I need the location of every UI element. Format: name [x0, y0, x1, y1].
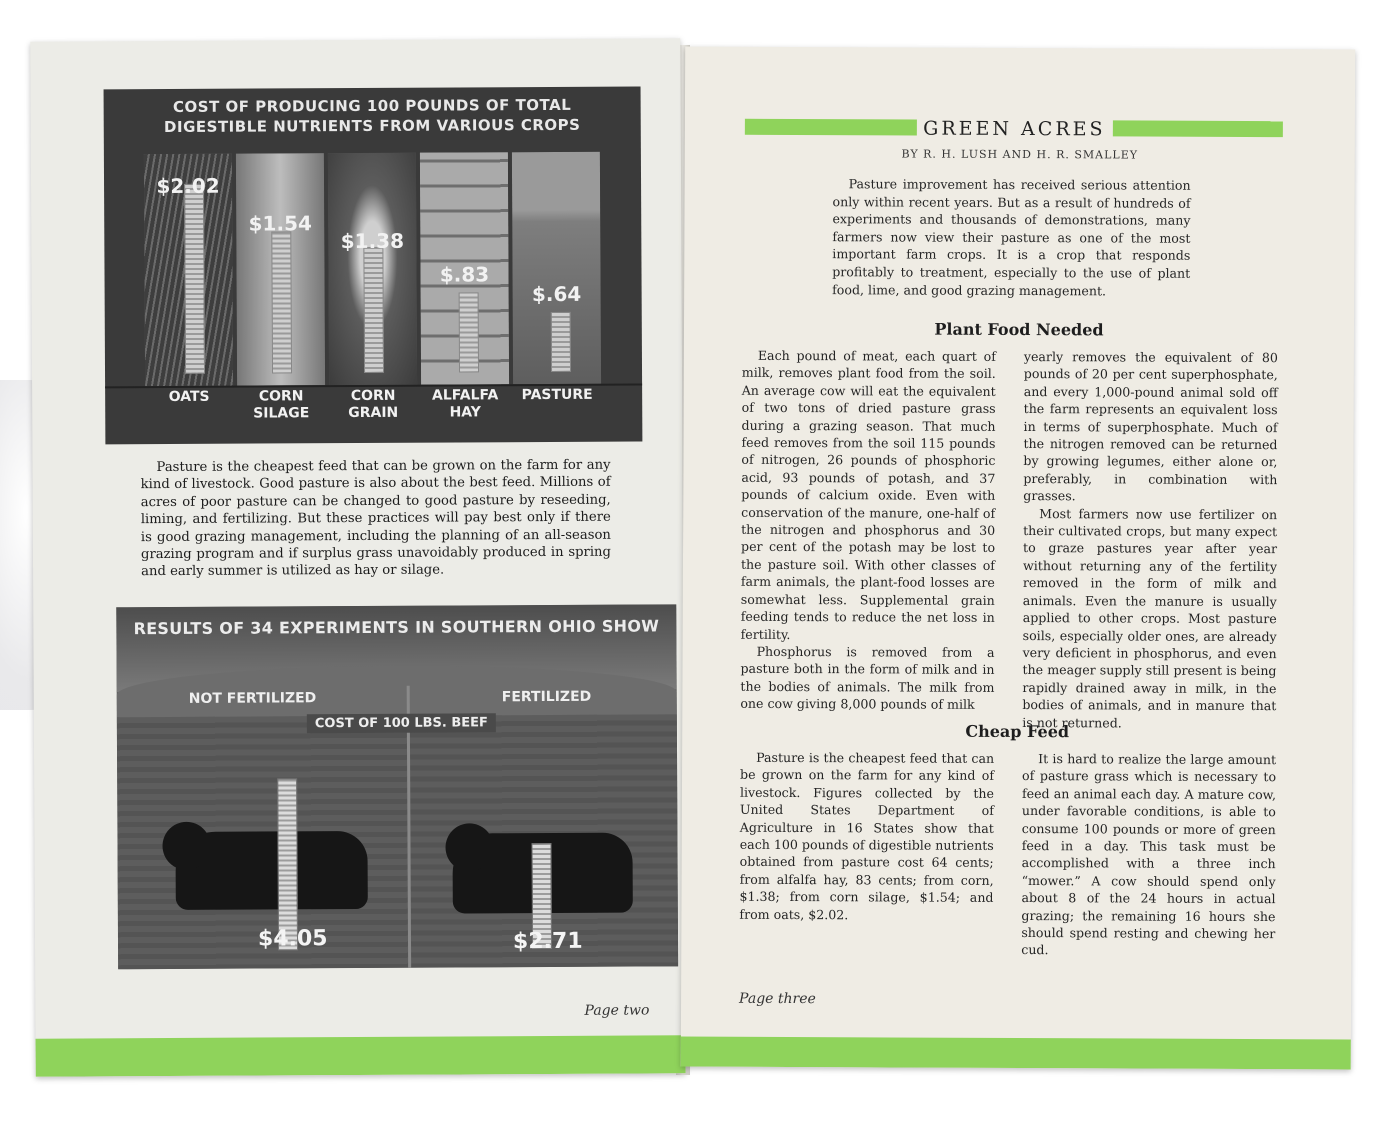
- chart2-title: RESULTS OF 34 EXPERIMENTS IN SOUTHERN OHIO SHOW: [133, 616, 660, 639]
- section1-column1: Each pound of meat, each quart of milk, removes plant food from the soil. An average cow will eat the equivalent of two tons of dried pasture grass during a grazing season. That much feed removes from the soil 115 pounds of nitrogen, 26 pounds of phosphoric acid, 93 pounds of potash, and 37 pounds of calcium oxide. Even with conservation of the manure, one-half of the nitrogen and phosphorus and 30 per cent of the potash may be lost to the pasture soil. With other classes of farm animals, the plant-food losses are somewhat less. Supplemental grain feeding tends to reduce the net loss in fertility. Phosphorus is removed from a pasture both in the form of milk and in the bodies of animals. The milk from one cow giving 8,000 pounds of milk: [740, 347, 996, 712]
- panel-alfalfa-hay: [420, 152, 509, 384]
- title-bar-right: [1113, 120, 1283, 137]
- category-alfalfa-hay: ALFALFA HAY: [431, 387, 499, 421]
- crop-cost-chart: [104, 87, 643, 445]
- section1-column2: yearly removes the equivalent of 80 pounds of 20 per cent superphosphate, and every 1,000-pound animal sold off the farm represents an equivalent loss in terms of superphosphate. Much of the nitrogen removed can be returned by growing legumes, either alone or, preferably, in combination with grasses. Most farmers now use fertilizer on their cultivated crops, but many expect to graze pastures year after year without returning any of the fertility removed in the form of milk and animals. Even the manure is usually applied to other crops. Most pasture soils, especially older ones, are already very deficient in phosphorus, and even the meager supply still present is being rapidly drained away in milk, in the bodies of animals, and in manure that is not returned.: [1022, 349, 1278, 730]
- left-page: [30, 38, 685, 1076]
- bar-oats: [184, 184, 205, 374]
- bar-corn-silage: [271, 231, 292, 373]
- panel-pasture: [512, 152, 601, 384]
- category-oats: OATS: [168, 388, 210, 405]
- section2-column1: Pasture is the cheapest feed that can be grown on the farm for any kind of livestock. Figures collected by the United States Department of Agriculture in 16 States show that each 100 pounds of digestible nutrients obtained from pasture cost 64 cents; from alfalfa hay, 83 cents; from corn, $1.38; from corn silage, $1.54; and from oats, $2.02.: [739, 749, 995, 922]
- bar-not-fertilized: [277, 778, 298, 950]
- byline: BY R. H. LUSH AND H. R. SMALLEY: [901, 147, 1139, 162]
- category-pasture: PASTURE: [521, 386, 593, 404]
- panel-corn-grain: [328, 153, 417, 385]
- bar-pasture: [551, 312, 571, 372]
- chart-title: [104, 95, 641, 138]
- category-corn-grain: CORN GRAIN: [348, 387, 399, 422]
- section2-column2: It is hard to realize the large amount of pasture grass which is necessary to feed an animal each day. A mature cow, under favorable conditions, is able to consume 100 pounds or more of green feed in a day. This task must be accomplished with a three inch “mower.” A cow should spend only about 8 of the 24 hours in actual grazing; the remaining 16 hours she should spend resting and chewing her cud.: [1021, 751, 1277, 958]
- value-alfalfa-hay: $.83: [439, 262, 490, 287]
- green-band-right: [681, 1037, 1351, 1070]
- title-bar-left: [745, 119, 917, 136]
- bar-alfalfa-hay: [459, 292, 479, 372]
- heading-cheap-feed: Cheap Feed: [965, 721, 1070, 742]
- green-band-left: [36, 1035, 686, 1076]
- label-not-fertilized: NOT FERTILIZED: [188, 690, 317, 707]
- value-pasture: $.64: [531, 281, 582, 307]
- right-page: [681, 47, 1355, 1070]
- value-corn-silage: $1.54: [248, 211, 312, 236]
- heading-plant-food: Plant Food Needed: [934, 319, 1104, 340]
- bar-corn-grain: [363, 247, 384, 373]
- chart-title-line1: COST OF PRODUCING 100 POUNDS OF TOTAL: [172, 95, 572, 116]
- panel-oats: [144, 154, 233, 386]
- page-number-right: Page three: [739, 990, 816, 1008]
- label-fertilized: FERTILIZED: [501, 688, 592, 706]
- page-number-left: Page two: [584, 1002, 650, 1019]
- value-not-fertilized: $4.05: [257, 926, 328, 952]
- cost-label: COST OF 100 LBS. BEEF: [307, 713, 496, 733]
- chart-title-line2: DIGESTIBLE NUTRIENTS FROM VARIOUS CROPS: [163, 115, 581, 137]
- panel-corn-silage: [236, 153, 325, 385]
- intro-paragraph: Pasture improvement has received serious attention only within recent years. But as a result of hundreds of experiments and thousands of demonstrations, many farmers now view their pasture as one of the most important farm crops. It is a crop that responds profitably to treatment, especially to the use of plant food, lime, and good grazing management.: [832, 176, 1191, 298]
- category-corn-silage: CORN SILAGE: [253, 388, 310, 422]
- article-title: GREEN ACRES: [923, 117, 1106, 141]
- value-corn-grain: $1.38: [340, 228, 405, 254]
- value-oats: $2.02: [156, 173, 220, 199]
- beef-cost-chart: [116, 604, 678, 969]
- left-paragraph: Pasture is the cheapest feed that can be grown on the farm for any kind of livestock. Good pasture is also about the best feed. Millions of acres of poor pasture can be changed to good pasture by reseeding, liming, and fertilizing. But these practices will pay best only if there is good grazing management, including the planning of an all-season grazing program and if surplus grass unavoidably produced in spring and early summer is utilized as hay or silage.: [140, 457, 612, 580]
- value-fertilized: $2.71: [512, 928, 583, 955]
